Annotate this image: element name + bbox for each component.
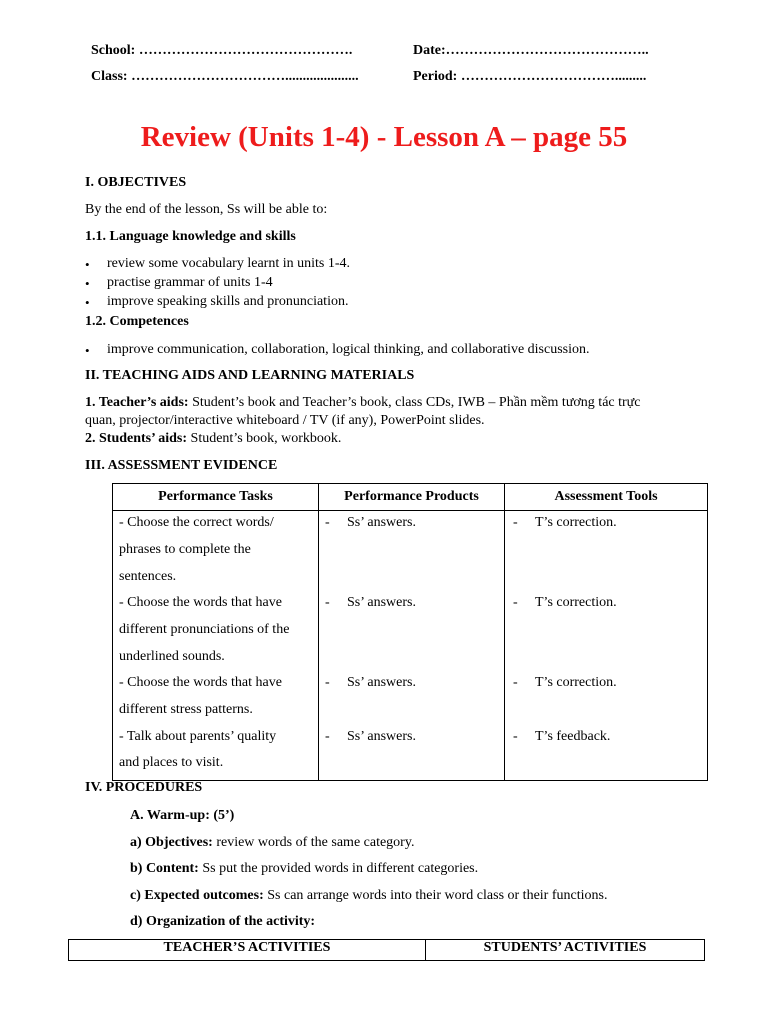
student-aids bbox=[85, 431, 341, 447]
product-item: Ss’ answers. bbox=[347, 515, 416, 530]
warmup-objectives bbox=[130, 835, 414, 851]
lesson-title: Review (Units 1-4) - Lesson A – page 55 bbox=[140, 121, 628, 153]
column-header: Performance Products bbox=[319, 484, 505, 511]
class-dots: ……………………………..................... bbox=[131, 69, 359, 84]
dash: - bbox=[513, 675, 518, 690]
content-label: b) Content: bbox=[130, 861, 199, 876]
product-item: Ss’ answers. bbox=[347, 729, 416, 744]
assessment-table bbox=[112, 483, 708, 781]
list-item: • improve communication, collaboration, logical thinking, and collaborative discussion. bbox=[107, 342, 590, 358]
warmup-outcomes bbox=[130, 888, 607, 904]
class-label: Class: bbox=[91, 69, 128, 84]
outcomes-label: c) Expected outcomes: bbox=[130, 888, 264, 903]
warmup-content bbox=[130, 861, 478, 877]
content-text: Ss put the provided words in different categories. bbox=[202, 861, 479, 876]
objectives-heading: I. OBJECTIVES bbox=[85, 175, 187, 190]
class-field bbox=[91, 69, 359, 85]
list-item: • practise grammar of units 1-4 bbox=[107, 275, 273, 291]
column-header: TEACHER’S ACTIVITIES bbox=[69, 940, 426, 961]
dash: - bbox=[325, 729, 330, 744]
task-line: - Choose the words that have bbox=[119, 675, 282, 690]
tools-cell bbox=[505, 511, 707, 780]
teacher-aids-text-cont: quan, projector/interactive whiteboard / TV (if any), PowerPoint slides. bbox=[85, 413, 485, 428]
task-line: underlined sounds. bbox=[119, 649, 225, 664]
tasks-cell bbox=[113, 511, 318, 780]
date-field bbox=[413, 43, 649, 59]
outcomes-text: Ss can arrange words into their word class or their functions. bbox=[267, 888, 608, 903]
list-item: • improve speaking skills and pronunciation. bbox=[107, 294, 348, 310]
list-item: • review some vocabulary learnt in units 1-4. bbox=[107, 256, 350, 272]
task-line: and places to visit. bbox=[119, 755, 224, 770]
objectives-intro: By the end of the lesson, Ss will be able to: bbox=[85, 202, 328, 217]
task-line: - Talk about parents’ quality bbox=[119, 729, 277, 744]
products-cell bbox=[319, 511, 504, 780]
procedures-heading: IV. PROCEDURES bbox=[85, 780, 203, 795]
table-header-row bbox=[113, 484, 708, 511]
column-header: STUDENTS’ ACTIVITIES bbox=[426, 940, 705, 961]
warmup-heading: A. Warm-up: (5’) bbox=[130, 808, 235, 823]
school-field bbox=[91, 43, 352, 59]
dash: - bbox=[513, 729, 518, 744]
task-line: different pronunciations of the bbox=[119, 622, 290, 637]
organization-label: d) Organization of the activity: bbox=[130, 914, 316, 929]
product-item: Ss’ answers. bbox=[347, 595, 416, 610]
objectives-label: a) Objectives: bbox=[130, 835, 213, 850]
tool-item: T’s correction. bbox=[535, 675, 617, 690]
activities-table bbox=[68, 939, 705, 961]
tool-item: T’s feedback. bbox=[535, 729, 611, 744]
student-aids-text: Student’s book, workbook. bbox=[190, 431, 342, 446]
dash: - bbox=[325, 675, 330, 690]
teacher-aids-label: 1. Teacher’s aids: bbox=[85, 395, 189, 410]
teaching-aids-heading: II. TEACHING AIDS AND LEARNING MATERIALS bbox=[85, 368, 415, 383]
language-knowledge-heading: 1.1. Language knowledge and skills bbox=[85, 229, 296, 244]
dash: - bbox=[325, 595, 330, 610]
tool-item: T’s correction. bbox=[535, 515, 617, 530]
school-dots: ………………………………………. bbox=[138, 43, 353, 58]
objectives-text: review words of the same category. bbox=[216, 835, 415, 850]
task-line: - Choose the correct words/ bbox=[119, 515, 274, 530]
dash: - bbox=[325, 515, 330, 530]
tool-item: T’s correction. bbox=[535, 595, 617, 610]
teacher-aids bbox=[85, 395, 640, 411]
assessment-heading: III. ASSESSMENT EVIDENCE bbox=[85, 458, 278, 473]
product-item: Ss’ answers. bbox=[347, 675, 416, 690]
date-dots: …………………………………….. bbox=[445, 43, 649, 58]
period-field bbox=[413, 69, 646, 85]
task-line: different stress patterns. bbox=[119, 702, 253, 717]
dash: - bbox=[513, 515, 518, 530]
table-row bbox=[113, 511, 708, 781]
task-line: - Choose the words that have bbox=[119, 595, 282, 610]
task-line: phrases to complete the bbox=[119, 542, 251, 557]
date-label: Date: bbox=[413, 43, 446, 58]
competences-heading: 1.2. Competences bbox=[85, 314, 189, 329]
column-header: Performance Tasks bbox=[113, 484, 319, 511]
column-header: Assessment Tools bbox=[505, 484, 708, 511]
teacher-aids-text: Student’s book and Teacher’s book, class CDs, IWB – Phần mềm tương tác trực bbox=[192, 395, 641, 410]
period-dots: ……………………………......... bbox=[460, 69, 647, 84]
period-label: Period: bbox=[413, 69, 458, 84]
student-aids-label: 2. Students’ aids: bbox=[85, 431, 188, 446]
dash: - bbox=[513, 595, 518, 610]
task-line: sentences. bbox=[119, 569, 177, 584]
table-header-row bbox=[69, 940, 705, 961]
school-label: School: bbox=[91, 43, 136, 58]
